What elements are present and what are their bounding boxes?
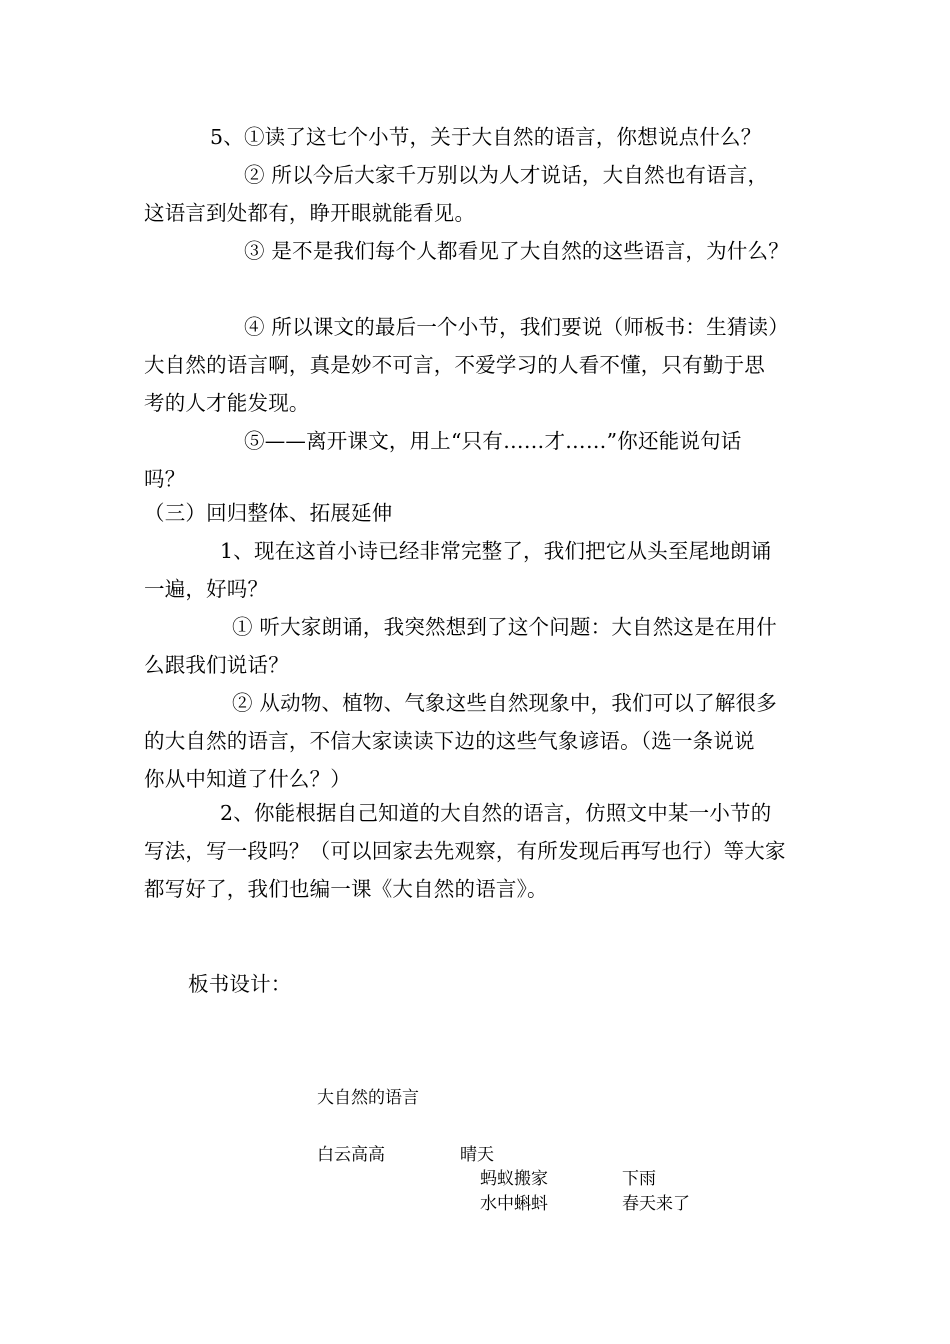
paragraph-line: 都写好了，我们也编一课《大自然的语言》。 — [144, 877, 548, 901]
paragraph-line: 5、①读了这七个小节，关于大自然的语言，你想说点什么？ — [210, 125, 762, 149]
paragraph-line: ② 从动物、植物、气象这些自然现象中，我们可以了解很多 — [232, 691, 777, 715]
paragraph-line: 的大自然的语言，不信大家读读下边的这些气象谚语。（选一条说说 — [144, 729, 755, 753]
board-item: 春天来了 — [622, 1194, 690, 1214]
paragraph-line: 一遍，好吗？ — [144, 577, 269, 601]
paragraph-line: 2、你能根据自己知道的大自然的语言，仿照文中某一小节的 — [220, 801, 772, 825]
paragraph-line: ③ 是不是我们每个人都看见了大自然的这些语言，为什么？ — [244, 239, 789, 263]
paragraph-line: 么跟我们说话？ — [144, 653, 289, 677]
paragraph-line: 考的人才能发现。 — [144, 391, 310, 415]
board-item: 水中蝌蚪 — [480, 1194, 548, 1214]
board-title: 大自然的语言 — [317, 1088, 419, 1108]
section-heading: （三）回归整体、拓展延伸 — [144, 501, 393, 525]
board-design-label: 板书设计： — [188, 972, 292, 996]
board-item: 蚂蚁搬家 — [480, 1169, 548, 1189]
board-item: 晴天 — [460, 1145, 494, 1165]
board-item: 白云高高 — [317, 1145, 385, 1165]
paragraph-line: 这语言到处都有，睁开眼就能看见。 — [144, 201, 476, 225]
paragraph-line: ④ 所以课文的最后一个小节，我们要说（师板书：生猜读） — [244, 315, 789, 339]
paragraph-line: ⑤——离开课文，用上“只有……才……”你还能说句话 — [244, 429, 742, 453]
paragraph-line: 大自然的语言啊，真是妙不可言，不爱学习的人看不懂，只有勤于思 — [144, 353, 765, 377]
paragraph-line: ② 所以今后大家千万别以为人才说话，大自然也有语言， — [244, 163, 769, 187]
paragraph-line: 吗？ — [144, 467, 186, 491]
board-item: 下雨 — [622, 1169, 656, 1189]
paragraph-line: 写法，写一段吗？（可以回家去先观察，有所发现后再写也行）等大家 — [144, 839, 786, 863]
paragraph-line: 你从中知道了什么？） — [144, 767, 351, 791]
paragraph-line: 1、现在这首小诗已经非常完整了，我们把它从头至尾地朗诵 — [220, 539, 772, 563]
paragraph-line: ① 听大家朗诵，我突然想到了这个问题：大自然这是在用什 — [232, 615, 777, 639]
